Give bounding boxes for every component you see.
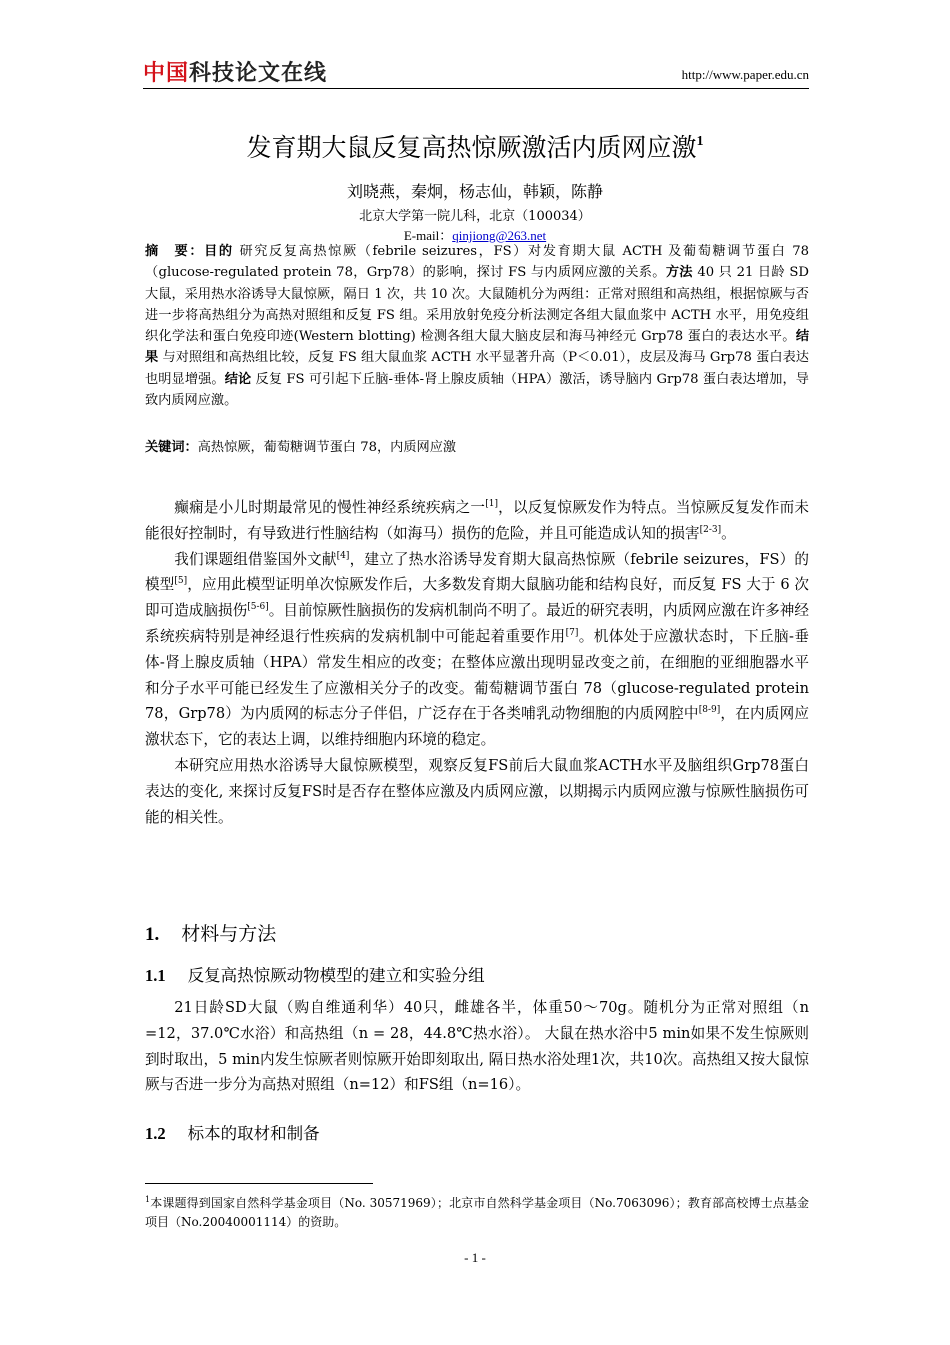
title-text: 发育期大鼠反复高热惊厥激活内质网应激	[246, 133, 697, 162]
logo-text-red: 中国	[143, 61, 190, 86]
citation[interactable]: [7]	[565, 628, 579, 639]
subsection-heading-1-2	[145, 1120, 320, 1144]
abstract-method-label: 方法	[665, 265, 693, 281]
text-run: ，以反复惊厥发作为特点。当惊厥反复发作而未能很好控制时，有导致进行性脑结构（如海马）损伤的危险，并且可能造成认知的损害	[145, 499, 809, 542]
subsection-title: 标本的取材和制备	[187, 1124, 320, 1143]
citation[interactable]: [1]	[485, 499, 498, 510]
citation[interactable]: [2-3]	[699, 524, 722, 535]
subsection-number: 1.2	[145, 1124, 166, 1143]
subsection-1-1-text: 21日龄SD大鼠（购自维通利华）40只，雌雄各半，体重50～70g。随机分为正常对照组（n =12，37.0℃水浴）和高热组（n = 28，44.8℃热水浴）。 大鼠在热水浴中5 min如果不发生惊厥则到时取出，5 min内发生惊厥者则惊厥开始即刻取出, 隔日热水浴处理1次，共10次。高热组又按大鼠惊厥与否进一步分为高热对照组（n=12）和FS组（n=16）。	[145, 999, 809, 1094]
section-number: 1.	[145, 924, 160, 945]
text-run: 癫痫是小儿时期最常见的慢性神经系统疾病之一	[174, 499, 486, 516]
citation[interactable]: [8-9]	[698, 705, 721, 716]
email-label: E-mail：	[403, 228, 453, 243]
text-run: ，建立了热水浴诱导发育期大鼠高热惊厥（febrile seizures，FS）的模型	[145, 550, 809, 594]
title-footnote-mark: 1	[696, 133, 704, 149]
intro-paragraph-2	[145, 547, 809, 753]
footnote-divider	[145, 1183, 373, 1184]
abstract-method: 40 只 21 日龄 SD 大鼠，采用热水浴诱导大鼠惊厥，隔日 1 次，共 10 次。大鼠随机分为两组：正常对照组和高热组，根据惊厥与否进一步将高热组分为高热对照组和反复 FS 组。采用放射免疫分析法测定各组大鼠血浆中 ACTH 水平，用免疫组织化学法和蛋白免疫印迹(Western blotting) 检测各组大鼠大脑皮层和海马神经元 Grp78 蛋白的表达水平。	[145, 265, 809, 345]
abstract-conclusion-label: 结论	[224, 371, 252, 387]
text-run: 我们课题组借鉴国外文献	[174, 550, 337, 568]
section-title: 材料与方法	[181, 923, 277, 945]
text-run: ，在内质网应激状态下，它的表达上调，以维持细胞内环境的稳定。	[145, 705, 809, 749]
text-run: 。	[721, 524, 736, 542]
footnote	[145, 1190, 809, 1232]
abstract-result-label: 结果	[145, 329, 809, 366]
introduction	[145, 495, 809, 830]
intro-paragraph-1	[145, 495, 809, 547]
affiliation: 北京大学第一院儿科，北京（100034）	[359, 209, 591, 224]
keywords	[145, 437, 809, 458]
abstract-conclusion: 反复 FS 可引起下丘脑-垂体-肾上腺皮质轴（HPA）激活，诱导脑内 Grp78 蛋白表达增加，导致内质网应激。	[145, 371, 809, 409]
paper-title	[0, 128, 950, 164]
abstract-result: 与对照组和高热组比较，反复 FS 组大鼠血浆 ACTH 水平显著升高（P＜0.01），皮层及海马 Grp78 蛋白表达也明显增强。	[145, 350, 809, 387]
text-run: 。机体处于应激状态时，下丘脑-垂体-肾上腺皮质轴（HPA）常发生相应的改变；在整体应激出现明显改变之前，在细胞的亚细胞器水平和分子水平可能已经发生了应激相关分子的改变。葡萄糖调节蛋白 78（glucose-regulated protein 78，Grp78）为内质网的标志分子伴侣，广泛存在于各类哺乳动物细胞的内质网腔中	[145, 627, 809, 723]
page-number: - 1 -	[464, 1250, 486, 1265]
text-run: ，应用此模型证明单次惊厥发作后，大多数发育期大鼠脑功能和结构良好，而反复 FS 大于 6 次即可造成脑损伤	[145, 576, 809, 620]
citation[interactable]: [5]	[174, 576, 188, 587]
abstract-purpose-label: 目的	[204, 244, 234, 259]
footnote-text: 本课题得到国家自然科学基金项目（No. 30571969）；北京市自然科学基金项目（No.7063096）；教育部高校博士点基金项目（No.20040001114）的资助。	[145, 1196, 809, 1229]
site-logo[interactable]	[143, 56, 327, 87]
subsection-title: 反复高热惊厥动物模型的建立和实验分组	[187, 966, 485, 985]
page-header	[143, 56, 809, 89]
abstract	[145, 241, 809, 411]
intro-paragraph-3: 本研究应用热水浴诱导大鼠惊厥模型，观察反复FS前后大鼠血浆ACTH水平及脑组织Grp78蛋白表达的变化, 来探讨反复FS时是否存在整体应激及内质网应激，以期揭示内质网应激与惊厥性脑损伤可能的相关性。	[145, 756, 809, 826]
authors: 刘晓燕，秦炯，杨志仙，韩颖，陈静	[346, 182, 603, 201]
keywords-label: 关键词：	[145, 440, 198, 455]
footnote-mark: 1	[145, 1195, 151, 1204]
subsection-heading-1-1	[145, 962, 485, 986]
citation[interactable]: [5-6]	[247, 602, 269, 613]
email-link[interactable]: qinjiong@263.net	[452, 228, 547, 243]
citation[interactable]: [4]	[336, 550, 350, 561]
site-url[interactable]: http://www.paper.edu.cn	[681, 67, 809, 82]
subsection-number: 1.1	[145, 966, 166, 985]
keywords-text: 高热惊厥，葡萄糖调节蛋白 78，内质网应激	[197, 440, 457, 455]
abstract-purpose: 研究反复高热惊厥（febrile seizures，FS）对发育期大鼠 ACTH 及葡萄糖调节蛋白 78（glucose-regulated protein 78，Grp78）的影响，探讨 FS 与内质网应激的关系。	[145, 244, 809, 281]
abstract-label: 摘 要：	[145, 244, 205, 259]
logo-text-dark: 科技论文在线	[189, 61, 328, 86]
text-run: 。目前惊厥性脑损伤的发病机制尚不明了。最近的研究表明，内质网应激在许多神经系统疾病特别是神经退行性疾病的发病机制中可能起着重要作用	[145, 602, 809, 645]
section-heading-1	[145, 919, 276, 946]
